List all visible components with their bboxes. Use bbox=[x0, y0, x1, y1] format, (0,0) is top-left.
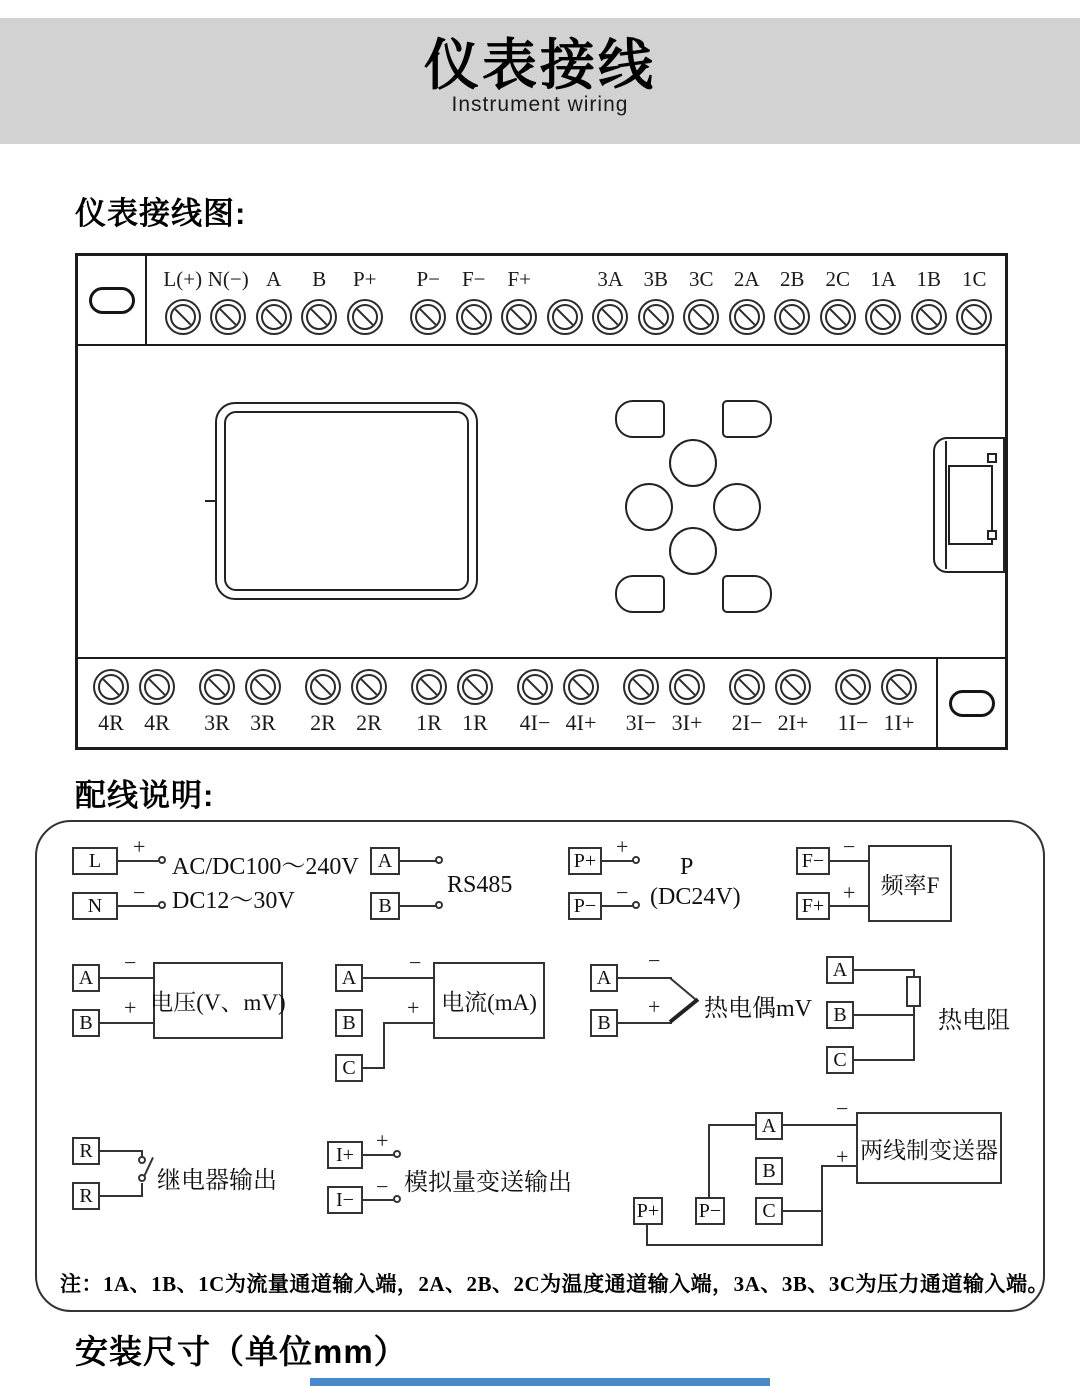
terminal-cell bbox=[88, 669, 134, 736]
terminal-label: 2R bbox=[310, 710, 336, 735]
key-top-left-button bbox=[615, 400, 665, 438]
wire-end-dot bbox=[393, 1195, 401, 1203]
wiring-notes-heading: 配线说明: bbox=[75, 778, 215, 813]
polarity-minus: − bbox=[376, 1174, 389, 1199]
wire-segment bbox=[363, 1154, 395, 1156]
terminal-label: P− bbox=[416, 267, 441, 291]
screw-slot-icon bbox=[461, 304, 487, 330]
terminal-box-P-plus: P+ bbox=[633, 1197, 663, 1225]
polarity-plus: + bbox=[843, 880, 856, 905]
polarity-minus: − bbox=[124, 950, 137, 975]
rtd-label: 热电阻 bbox=[938, 1008, 1010, 1034]
terminal-cell bbox=[588, 258, 634, 335]
screw-terminal-icon bbox=[911, 299, 947, 335]
wire-end-dot bbox=[435, 856, 443, 864]
wire-end-dot bbox=[158, 901, 166, 909]
terminal-label: L(+) bbox=[163, 267, 203, 291]
terminal-cell bbox=[633, 258, 679, 335]
terminal-box-R1: R bbox=[72, 1137, 100, 1165]
top-terminal-strip bbox=[78, 256, 1005, 346]
screw-slot-icon bbox=[734, 674, 760, 700]
key-left-button bbox=[625, 483, 673, 531]
screw-slot-icon bbox=[674, 674, 700, 700]
polarity-plus: + bbox=[376, 1128, 389, 1153]
screw-slot-icon bbox=[306, 304, 332, 330]
screw-terminal-icon bbox=[501, 299, 537, 335]
screw-slot-icon bbox=[734, 304, 760, 330]
screw-terminal-icon bbox=[669, 669, 705, 705]
terminal-box-A: A bbox=[370, 847, 400, 875]
lcd-display-bezel bbox=[215, 402, 478, 600]
screw-terminal-icon bbox=[638, 299, 674, 335]
power-range-line2: DC12～30V bbox=[172, 888, 295, 914]
terminal-board bbox=[75, 253, 1008, 750]
screw-slot-icon bbox=[886, 674, 912, 700]
screw-slot-icon bbox=[961, 304, 987, 330]
terminal-label: 2I+ bbox=[777, 710, 809, 735]
screw-terminal-icon bbox=[956, 299, 992, 335]
relay-contact-dot bbox=[138, 1156, 146, 1164]
key-down-button bbox=[669, 527, 717, 575]
key-bottom-left-button bbox=[615, 575, 665, 613]
polarity-minus: − bbox=[133, 880, 146, 905]
key-bottom-right-button bbox=[722, 575, 772, 613]
terminal-cell bbox=[160, 258, 206, 335]
wire-segment bbox=[646, 1244, 823, 1246]
terminal-cell bbox=[876, 669, 922, 736]
polarity-minus: − bbox=[616, 880, 629, 905]
terminal-label: 3R bbox=[204, 710, 230, 735]
terminal-box-C: C bbox=[335, 1054, 363, 1082]
screw-slot-icon bbox=[261, 304, 287, 330]
screw-terminal-icon bbox=[351, 669, 387, 705]
screw-terminal-icon bbox=[199, 669, 235, 705]
terminal-label: 1A bbox=[870, 267, 897, 291]
screw-slot-icon bbox=[462, 674, 488, 700]
top-terminal-row bbox=[160, 258, 997, 335]
polarity-plus: + bbox=[133, 834, 146, 859]
wire-end-dot bbox=[158, 856, 166, 864]
polarity-minus: − bbox=[648, 948, 661, 973]
terminal-label: 4I+ bbox=[565, 710, 597, 735]
terminal-cell bbox=[346, 669, 392, 736]
screw-terminal-icon bbox=[305, 669, 341, 705]
screw-terminal-icon bbox=[881, 669, 917, 705]
terminal-label: 2B bbox=[779, 267, 805, 291]
screw-slot-icon bbox=[688, 304, 714, 330]
screw-terminal-icon bbox=[256, 299, 292, 335]
terminal-box-F-plus: F+ bbox=[796, 892, 830, 920]
terminal-box-R2: R bbox=[72, 1182, 100, 1210]
screw-slot-icon bbox=[250, 674, 276, 700]
terminal-cell bbox=[664, 669, 710, 736]
wire-segment bbox=[100, 977, 153, 979]
terminal-box-I-plus: I+ bbox=[327, 1141, 363, 1169]
terminal-cell bbox=[618, 669, 664, 736]
wire-segment bbox=[646, 1225, 648, 1246]
screw-slot-icon bbox=[170, 304, 196, 330]
screw-slot-icon bbox=[415, 304, 441, 330]
terminal-box-B: B bbox=[370, 892, 400, 920]
wiring-diagram-heading: 仪表接线图: bbox=[75, 196, 247, 231]
terminal-label: 3A bbox=[597, 267, 624, 291]
terminal-box-B: B bbox=[826, 1001, 854, 1029]
terminal-box-B: B bbox=[755, 1157, 783, 1185]
terminal-label: 4R bbox=[98, 710, 124, 735]
terminal-cell bbox=[542, 258, 588, 335]
terminal-label: F− bbox=[461, 267, 486, 291]
relay-label: 继电器输出 bbox=[157, 1168, 277, 1194]
key-up-button bbox=[669, 439, 717, 487]
terminal-label: 2R bbox=[356, 710, 382, 735]
wire-end-dot bbox=[435, 901, 443, 909]
terminal-label: P+ bbox=[352, 267, 377, 291]
terminal-cell bbox=[452, 669, 498, 736]
terminal-box-B: B bbox=[72, 1009, 100, 1037]
wire-segment bbox=[383, 1022, 433, 1024]
screw-terminal-icon bbox=[623, 669, 659, 705]
polarity-minus: − bbox=[836, 1096, 849, 1121]
wire-segment bbox=[363, 1067, 385, 1069]
thermocouple-label: 热电偶mV bbox=[704, 996, 812, 1022]
installation-heading: 安装尺寸（单位mm） bbox=[75, 1333, 408, 1370]
wire-segment bbox=[618, 1022, 672, 1024]
connector-notch-top bbox=[987, 453, 997, 463]
terminal-box-A: A bbox=[755, 1112, 783, 1140]
screw-terminal-icon bbox=[592, 299, 628, 335]
screw-terminal-icon bbox=[411, 669, 447, 705]
terminal-cell bbox=[497, 258, 543, 335]
connector-edge-line bbox=[945, 441, 947, 569]
polarity-plus: + bbox=[616, 834, 629, 859]
screw-terminal-icon bbox=[139, 669, 175, 705]
terminal-box-F-minus: F− bbox=[796, 847, 830, 875]
terminal-cell bbox=[300, 669, 346, 736]
terminal-box-P-minus: P− bbox=[568, 892, 602, 920]
screw-slot-icon bbox=[840, 674, 866, 700]
terminal-cell bbox=[134, 669, 180, 736]
terminal-cell bbox=[861, 258, 907, 335]
terminal-cell bbox=[512, 669, 558, 736]
polarity-plus: + bbox=[407, 995, 420, 1020]
screw-terminal-icon bbox=[245, 669, 281, 705]
terminal-label: 3C bbox=[688, 267, 714, 291]
terminal-label: A bbox=[266, 267, 282, 291]
terminal-cell bbox=[206, 258, 252, 335]
screw-slot-icon bbox=[522, 674, 548, 700]
screw-slot-icon bbox=[643, 304, 669, 330]
terminal-cell bbox=[194, 669, 240, 736]
screw-slot-icon bbox=[780, 674, 806, 700]
current-box: 电流(mA) bbox=[433, 962, 545, 1039]
screw-terminal-icon bbox=[456, 299, 492, 335]
terminal-label: 1I+ bbox=[883, 710, 915, 735]
terminal-cell bbox=[342, 258, 388, 335]
screw-slot-icon bbox=[352, 304, 378, 330]
mounting-slot-right bbox=[936, 659, 1005, 747]
screw-terminal-icon bbox=[865, 299, 901, 335]
terminal-box-P-minus: P− bbox=[695, 1197, 725, 1225]
terminal-cell bbox=[297, 258, 343, 335]
terminal-box-B: B bbox=[590, 1009, 618, 1037]
wire-segment bbox=[363, 977, 433, 979]
header-band bbox=[0, 18, 1080, 144]
terminal-cell bbox=[558, 669, 604, 736]
connector-notch-bottom bbox=[987, 530, 997, 540]
terminal-cell bbox=[770, 258, 816, 335]
terminal-cell bbox=[724, 669, 770, 736]
terminal-box-P-plus: P+ bbox=[568, 847, 602, 875]
terminal-box-A: A bbox=[335, 964, 363, 992]
polarity-minus: − bbox=[843, 834, 856, 859]
analog-output-label: 模拟量变送输出 bbox=[404, 1170, 572, 1196]
terminal-cell bbox=[906, 258, 952, 335]
terminal-cell bbox=[251, 258, 297, 335]
terminal-cell bbox=[406, 669, 452, 736]
screw-slot-icon bbox=[416, 674, 442, 700]
terminal-cell bbox=[451, 258, 497, 335]
bottom-terminal-strip bbox=[78, 657, 1005, 747]
wire-segment bbox=[100, 1022, 153, 1024]
terminal-label: B bbox=[312, 267, 327, 291]
terminal-label: 3R bbox=[250, 710, 276, 735]
rs485-label: RS485 bbox=[447, 872, 513, 898]
wire-segment bbox=[708, 1124, 755, 1126]
mounting-slot-icon bbox=[949, 690, 995, 717]
terminal-label: 1I− bbox=[837, 710, 869, 735]
wire-segment bbox=[141, 1183, 143, 1196]
wire-end-dot bbox=[393, 1150, 401, 1158]
terminal-label: N(−) bbox=[207, 267, 249, 291]
terminal-label: 1R bbox=[462, 710, 488, 735]
terminal-label: 2C bbox=[825, 267, 850, 291]
screw-slot-icon bbox=[825, 304, 851, 330]
wire-end-dot bbox=[632, 856, 640, 864]
wire-segment bbox=[783, 1124, 856, 1126]
screw-terminal-icon bbox=[410, 299, 446, 335]
screw-terminal-icon bbox=[729, 299, 765, 335]
screw-terminal-icon bbox=[683, 299, 719, 335]
terminal-box-B: B bbox=[335, 1009, 363, 1037]
terminal-cell bbox=[770, 669, 816, 736]
transmitter-box: 两线制变送器 bbox=[856, 1112, 1002, 1184]
wire-segment bbox=[363, 1199, 395, 1201]
wire-segment bbox=[708, 1124, 710, 1197]
wire-segment bbox=[118, 860, 162, 862]
relay-contact-dot bbox=[138, 1174, 146, 1182]
terminal-box-C: C bbox=[826, 1046, 854, 1074]
terminal-label: 4I− bbox=[519, 710, 551, 735]
terminal-cell bbox=[952, 258, 998, 335]
screw-terminal-icon bbox=[301, 299, 337, 335]
frequency-box: 频率F bbox=[868, 845, 952, 922]
screw-terminal-icon bbox=[547, 299, 583, 335]
polarity-plus: + bbox=[648, 994, 661, 1019]
screw-terminal-icon bbox=[775, 669, 811, 705]
screw-slot-icon bbox=[98, 674, 124, 700]
wire-segment bbox=[118, 905, 162, 907]
wire-segment bbox=[383, 1022, 385, 1069]
terminal-label: 3I+ bbox=[671, 710, 703, 735]
screw-slot-icon bbox=[568, 674, 594, 700]
screw-slot-icon bbox=[144, 674, 170, 700]
wire-segment bbox=[821, 1165, 823, 1246]
terminal-box-N: N bbox=[72, 892, 118, 920]
terminal-label: 2I− bbox=[731, 710, 763, 735]
wire-segment bbox=[400, 860, 438, 862]
polarity-minus: − bbox=[409, 950, 422, 975]
polarity-plus: + bbox=[836, 1144, 849, 1169]
dc24v-label-volt: (DC24V) bbox=[650, 884, 741, 910]
terminal-label: 3I− bbox=[625, 710, 657, 735]
screw-terminal-icon bbox=[347, 299, 383, 335]
mounting-slot-icon bbox=[89, 287, 135, 314]
screw-slot-icon bbox=[870, 304, 896, 330]
screw-slot-icon bbox=[552, 304, 578, 330]
screw-slot-icon bbox=[506, 304, 532, 330]
terminal-cell bbox=[815, 258, 861, 335]
terminal-box-L: L bbox=[72, 847, 118, 875]
terminal-label: 1R bbox=[416, 710, 442, 735]
terminal-cell bbox=[830, 669, 876, 736]
key-top-right-button bbox=[722, 400, 772, 438]
screw-slot-icon bbox=[597, 304, 623, 330]
screw-terminal-icon bbox=[729, 669, 765, 705]
wire-segment bbox=[830, 860, 868, 862]
mounting-slot-left bbox=[78, 256, 147, 344]
wire-segment bbox=[854, 1014, 915, 1016]
wire-segment bbox=[854, 969, 915, 971]
wire-segment bbox=[602, 860, 635, 862]
terminal-label: 3B bbox=[643, 267, 668, 291]
screw-slot-icon bbox=[628, 674, 654, 700]
terminal-label: 4R bbox=[144, 710, 170, 735]
wire-segment bbox=[400, 905, 438, 907]
page-subtitle: Instrument wiring bbox=[451, 93, 629, 117]
polarity-plus: + bbox=[124, 995, 137, 1020]
wire-segment bbox=[100, 1150, 143, 1152]
voltage-box: 电压(V、mV) bbox=[153, 962, 283, 1039]
screw-slot-icon bbox=[215, 304, 241, 330]
terminal-box-I-minus: I− bbox=[327, 1186, 363, 1214]
terminal-label: F+ bbox=[507, 267, 532, 291]
terminal-box-A: A bbox=[72, 964, 100, 992]
wire-segment bbox=[100, 1195, 143, 1197]
terminal-box-C: C bbox=[755, 1197, 783, 1225]
screw-terminal-icon bbox=[165, 299, 201, 335]
screw-terminal-icon bbox=[774, 299, 810, 335]
terminal-label: 2A bbox=[733, 267, 760, 291]
screw-slot-icon bbox=[204, 674, 230, 700]
screw-terminal-icon bbox=[93, 669, 129, 705]
dc24v-label-p: P bbox=[680, 854, 694, 880]
channel-note: 注：1A、1B、1C为流量通道输入端，2A、2B、2C为温度通道输入端，3A、3B、3C为压力通道输入端。 bbox=[60, 1272, 1050, 1296]
screw-terminal-icon bbox=[820, 299, 856, 335]
terminal-cell bbox=[724, 258, 770, 335]
wire-end-dot bbox=[632, 901, 640, 909]
lcd-display-screen bbox=[224, 411, 469, 591]
terminal-box-A: A bbox=[826, 956, 854, 984]
terminal-cell bbox=[679, 258, 725, 335]
terminal-label: 1B bbox=[916, 267, 941, 291]
screw-terminal-icon bbox=[835, 669, 871, 705]
power-range-line1: AC/DC100～240V bbox=[172, 854, 359, 880]
page-title: 仪表接线 bbox=[423, 34, 656, 96]
terminal-cell bbox=[406, 258, 452, 335]
wire-segment bbox=[602, 905, 635, 907]
resistor-icon bbox=[906, 976, 921, 1007]
screw-slot-icon bbox=[356, 674, 382, 700]
wire-segment bbox=[783, 1210, 823, 1212]
screw-terminal-icon bbox=[517, 669, 553, 705]
screw-terminal-icon bbox=[210, 299, 246, 335]
terminal-cell bbox=[240, 669, 286, 736]
terminal-label: 1C bbox=[961, 267, 987, 291]
wire-segment bbox=[854, 1059, 915, 1061]
screw-slot-icon bbox=[779, 304, 805, 330]
wire-segment bbox=[830, 905, 868, 907]
screw-terminal-icon bbox=[563, 669, 599, 705]
screw-terminal-icon bbox=[457, 669, 493, 705]
next-section-blue-bar bbox=[310, 1378, 770, 1386]
wire-segment bbox=[618, 977, 672, 979]
bezel-tick bbox=[205, 500, 215, 502]
bottom-terminal-row bbox=[88, 669, 922, 736]
screw-slot-icon bbox=[310, 674, 336, 700]
key-right-button bbox=[713, 483, 761, 531]
screw-slot-icon bbox=[916, 304, 942, 330]
terminal-box-A: A bbox=[590, 964, 618, 992]
